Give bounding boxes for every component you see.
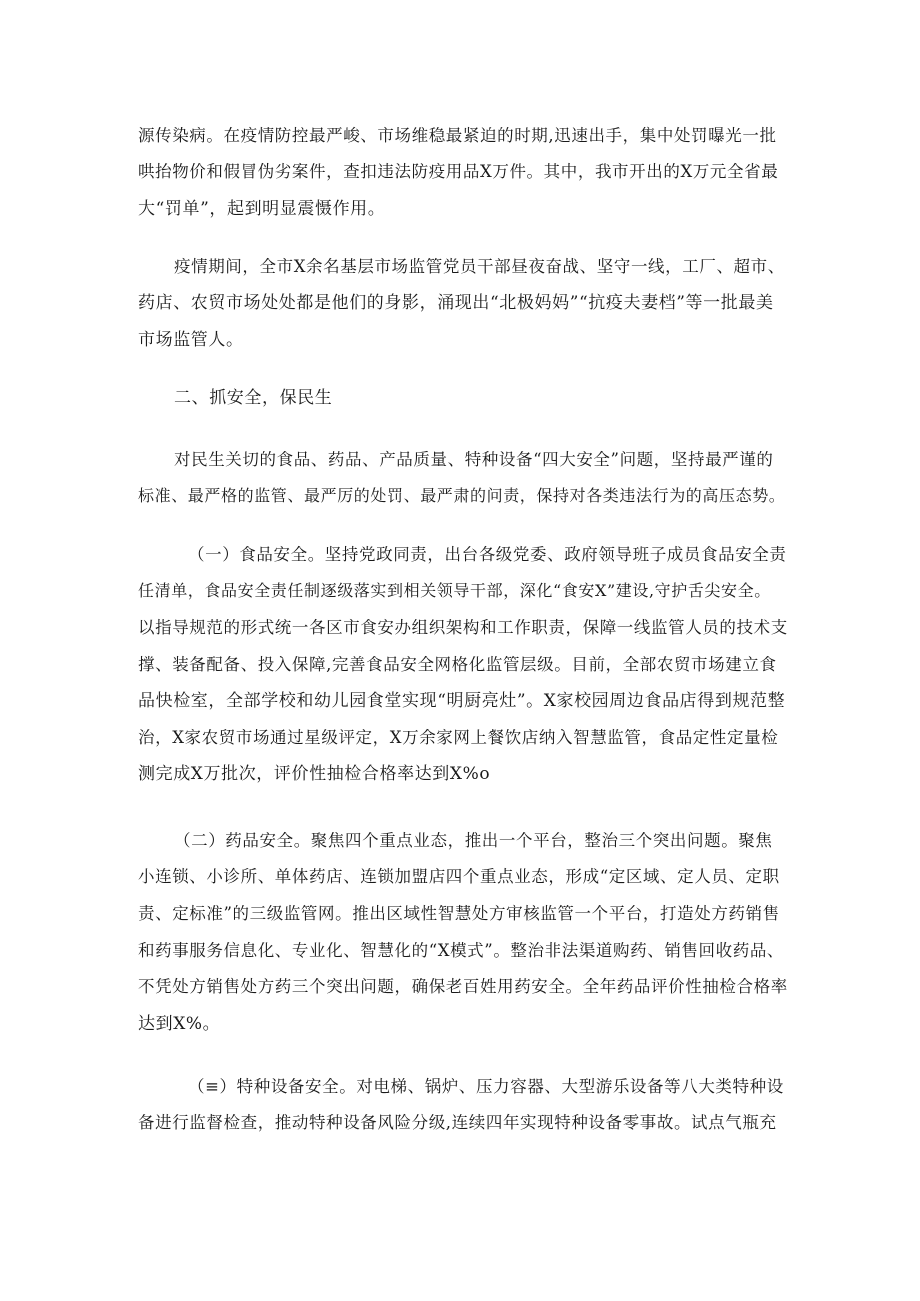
text-line: 标准、最严格的监管、最严厉的处罚、最严肃的问责，保持对各类违法行为的高压态势。	[138, 486, 786, 505]
text-line: 源传染病。在疫情防控最严峻、市场维稳最紧迫的时期,迅速出手，集中处罚曝光一批	[138, 126, 777, 145]
text-line: （二）药品安全。聚焦四个重点业态，推出一个平台，整治三个突出问题。聚焦	[174, 831, 773, 850]
text-line: 市场监管人。	[138, 330, 244, 350]
text-line: 以指导规范的形式统一各区市食安办组织架构和工作职责，保障一线监管人员的技术支	[138, 618, 788, 637]
text-line: 疫情期间，全市X余名基层市场监管党员干部昼夜奋战、坚守一线，工厂、超市、	[174, 257, 785, 276]
text-line: 不凭处方销售处方药三个突出问题，确保老百姓用药安全。全年药品评价性抽检合格率	[138, 977, 788, 996]
text-line: 小连锁、小诊所、单体药店、连锁加盟店四个重点业态，形成“定区域、定人员、定职	[138, 867, 780, 886]
text-line: 备进行监督检查，推动特种设备风险分级,连续四年实现特种设备零事故。试点气瓶充	[138, 1113, 777, 1132]
text-line: 达到X%。	[138, 1014, 221, 1034]
text-line: 药店、农贸市场处处都是他们的身影，涌现出“北极妈妈”“抗疫夫妻档”等一批最美	[138, 293, 774, 313]
text-line: （一）食品安全。坚持党政同责，出台各级党委、政府领导班子成员食品安全责	[188, 545, 787, 564]
text-line: 品快检室，全部学校和幼儿园食堂实现“明厨亮灶”。X家校园周边食品店得到规范整	[138, 691, 786, 711]
text-line: 撑、装备配备、投入保障,完善食品安全网格化监管层级。目前，全部农贸市场建立食	[138, 655, 777, 674]
text-line: 治，X家农贸市场通过星级评定，X万余家网上餐饮店纳入智慧监管，食品定性定量检	[138, 728, 779, 747]
text-line: 哄抬物价和假冒伪劣案件，查扣违法防疫用品X万件。其中，我市开出的X万元全省最	[138, 162, 779, 181]
text-line: （≡）特种设备安全。对电梯、锅炉、压力容器、大型游乐设备等八大类特种设	[188, 1077, 784, 1096]
heading-text: 二、抓安全，保民生	[174, 388, 333, 408]
text-line: 和药事服务信息化、专业化、智慧化的“X模式”。整治非法渠道购药、销售回收药品、	[138, 941, 785, 960]
text-line: 大“罚单”，起到明显震慑作用。	[138, 199, 386, 219]
text-line: 任清单，食品安全责任制逐级落实到相关领导干部，深化“食安X”建设,守护舌尖安全。	[138, 581, 771, 600]
text-line: 测完成X万批次，评价性抽检合格率达到X%o	[138, 764, 491, 784]
text-line: 对民生关切的食品、药品、产品质量、特种设备“四大安全”问题，坚持最严谨的	[174, 450, 774, 469]
text-line: 责、定标准”的三级监管网。推出区域性智慧处方审核监管一个平台，打造处方药销售	[138, 904, 780, 923]
